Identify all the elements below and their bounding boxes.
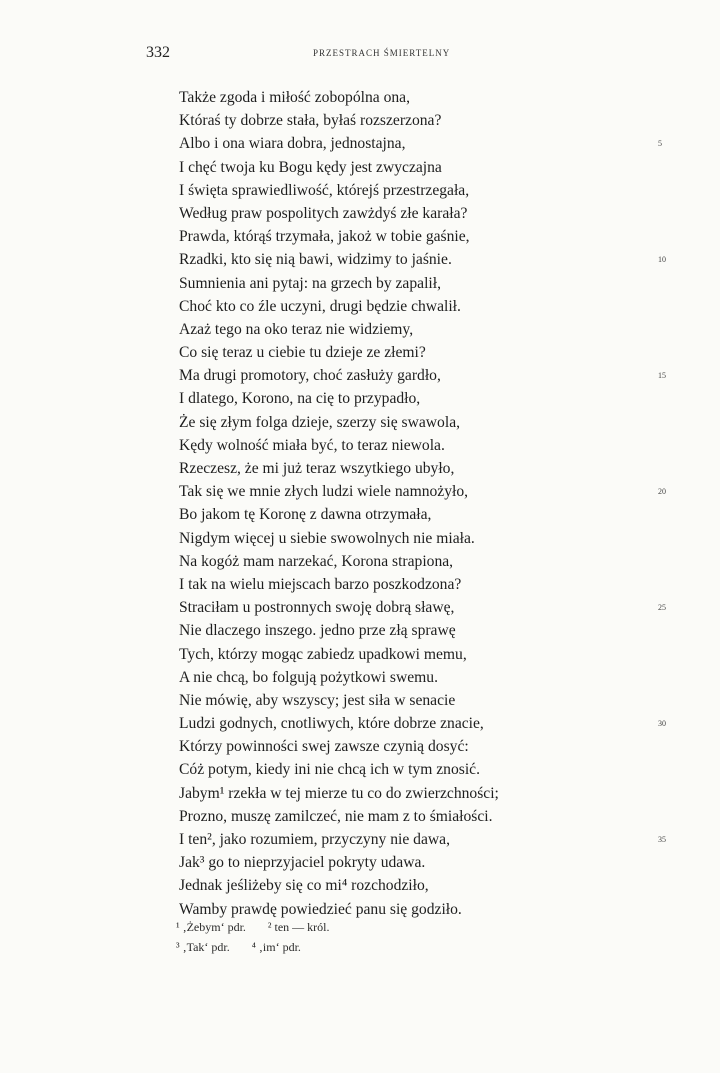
verse-line (179, 434, 679, 457)
verse-line (179, 480, 679, 503)
line-number: 15 (658, 371, 666, 381)
verse-line (179, 550, 679, 573)
verse-text: Bo jakom tę Koronę z dawna otrzymała, (179, 506, 432, 524)
running-head: PRZESTRACH ŚMIERTELNY (313, 48, 451, 58)
footnote-row (176, 937, 596, 957)
verse-line (179, 272, 679, 295)
verse-line (179, 643, 679, 666)
verse-text: Którzy powinności swej zawsze czynią dosyć: (179, 738, 469, 756)
verse-text: Jednak jeśliżeby się co mi⁴ rozchodziło, (179, 877, 429, 895)
verse-text: Co się teraz u ciebie tu dzieje ze złemi? (179, 344, 426, 362)
footnote: ⁴ ‚im‘ pdr. (251, 940, 301, 954)
footnote: ³ ‚Tak‘ pdr. (176, 940, 230, 954)
verse-text: I ten², jako rozumiem, przyczyny nie dawa, (179, 831, 450, 848)
verse-line (179, 689, 679, 712)
page-number: 332 (146, 44, 170, 61)
verse-text: I święta sprawiedliwość, którejś przestrzegała, (179, 181, 470, 199)
verse-text: Któraś ty dobrze stała, byłaś rozszerzona? (179, 112, 442, 130)
verse-line (179, 735, 679, 758)
verse-text: Straciłam u postronnych swoję dobrą sławę, (179, 599, 455, 617)
verse-line (179, 851, 679, 874)
verse-text: Albo i ona wiara dobra, jednostajna, (179, 135, 406, 153)
verse-text: I tak na wielu miejscach barzo poszkodzona? (179, 575, 462, 593)
verse-line (179, 86, 679, 109)
verse-text: Kędy wolność miała być, to teraz niewola. (179, 436, 445, 454)
line-number: 5 (658, 139, 662, 149)
verse-line (179, 225, 679, 248)
verse-text: I chęć twoja ku Bogu kędy jest zwyczajna (179, 158, 442, 176)
line-number: 10 (658, 255, 666, 265)
verse-line (179, 109, 679, 132)
verse-line (179, 874, 679, 897)
verse-text: Prawda, którąś trzymała, jakoż w tobie gaśnie, (179, 228, 470, 246)
line-number: 20 (658, 487, 666, 497)
verse-line (179, 712, 679, 735)
verse-text: Rzadki, kto się nią bawi, widzimy to jaśnie. (179, 251, 452, 269)
verse-text: Wamby prawdę powiedzieć panu się godziło. (179, 900, 462, 918)
verse-text: Nie mówię, aby wszyscy; jest siła w senacie (179, 691, 456, 709)
verse-line (179, 156, 679, 179)
verse-text: Ludzi godnych, cnotliwych, które dobrze znacie, (179, 715, 484, 733)
poem-verses (179, 86, 679, 921)
footnote: ¹ ‚Żebym‘ pdr. (176, 920, 246, 934)
verse-text: Nie dlaczego inszego. jedno prze złą sprawę (179, 622, 456, 640)
verse-text: Jak³ go to nieprzyjaciel pokryty udawa. (179, 854, 426, 872)
verse-text: Ma drugi promotory, choć zasłuży gardło, (179, 367, 441, 385)
verse-text: Jabym¹ rzekła w tej mierze tu co do zwierzchności; (179, 784, 499, 802)
verse-line (179, 828, 679, 851)
verse-text: Także zgoda i miłość zobopólna ona, (179, 89, 411, 106)
verse-text: Tych, którzy mogąc zabiedz upadkowi memu, (179, 645, 467, 663)
verse-line (179, 132, 679, 155)
verse-line (179, 341, 679, 364)
verse-line (179, 619, 679, 642)
verse-line (179, 387, 679, 410)
verse-text: Nigdym więcej u siebie swowolnych nie miała. (179, 529, 475, 547)
footnote-row (176, 917, 596, 937)
verse-text: Prozno, muszę zamilczeć, nie mam z to śmiałości. (179, 807, 493, 825)
verse-line (179, 573, 679, 596)
verse-line (179, 457, 679, 480)
verse-line (179, 318, 679, 341)
verse-line (179, 179, 679, 202)
verse-line (179, 805, 679, 828)
verse-line (179, 202, 679, 225)
verse-text: Sumnienia ani pytaj: na grzech by zapalił, (179, 274, 441, 292)
verse-line (179, 758, 679, 781)
verse-line (179, 503, 679, 526)
verse-text: Rzeczesz, że mi już teraz wszytkiego ubyło, (179, 460, 455, 477)
verse-text: Według praw pospolitych zawżdyś złe karała? (179, 204, 468, 222)
verse-text: Azaż tego na oko teraz nie widziemy, (179, 320, 414, 338)
verse-line (179, 782, 679, 805)
verse-line (179, 248, 679, 271)
verse-line (179, 364, 679, 387)
verse-text: Choć kto co źle uczyni, drugi będzie chwalił. (179, 297, 461, 315)
verse-line (179, 596, 679, 619)
verse-text: A nie chcą, bo folgują pożytkowi swemu. (179, 668, 438, 686)
verse-text: Że się złym folga dzieje, szerzy się swawola, (179, 413, 461, 431)
verse-line (179, 666, 679, 689)
verse-line (179, 295, 679, 318)
verse-line (179, 411, 679, 434)
footnotes (176, 917, 596, 957)
verse-text: Cóż potym, kiedy ini nie chcą ich w tym znosić. (179, 761, 480, 779)
verse-text: I dlatego, Korono, na cię to przypadło, (179, 390, 421, 408)
line-number: 35 (658, 835, 666, 844)
verse-text: Na kogóż mam narzekać, Korona strapiona, (179, 552, 454, 570)
verse-line (179, 527, 679, 550)
footnote: ² ten — król. (267, 920, 330, 934)
verse-text: Tak się we mnie złych ludzi wiele namnożyło, (179, 483, 469, 501)
line-number: 30 (658, 719, 666, 729)
line-number: 25 (658, 603, 666, 613)
